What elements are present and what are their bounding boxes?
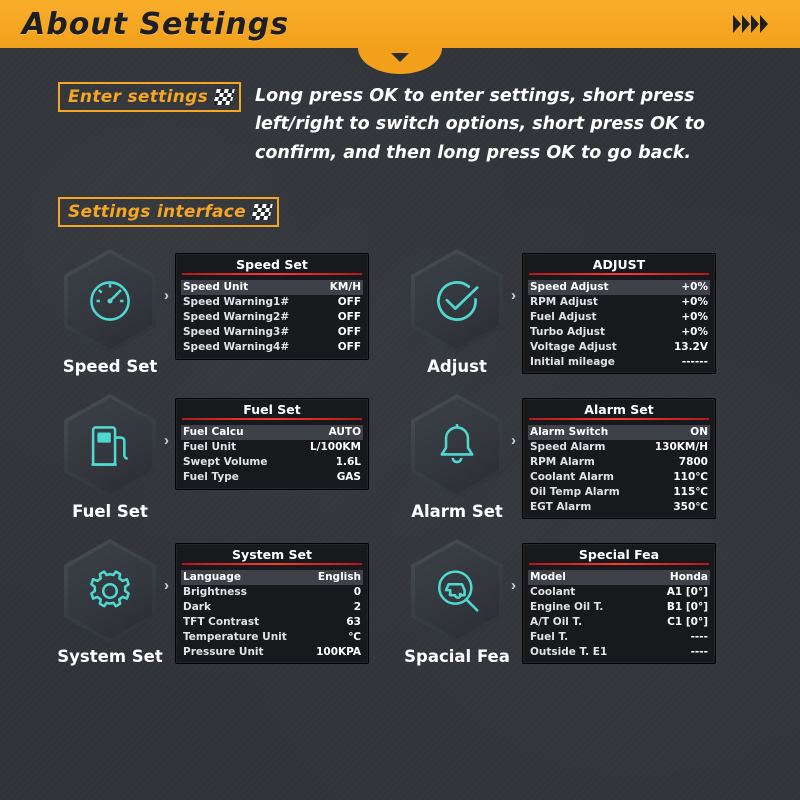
panel-row[interactable] — [528, 570, 710, 585]
row-value: 2 — [353, 600, 361, 613]
row-value: ---- — [690, 630, 708, 643]
panel-rows — [176, 276, 368, 355]
row-value: 7800 — [678, 455, 708, 468]
row-value: L/100KM — [309, 440, 361, 453]
enter-settings-section — [58, 82, 742, 167]
panel-row[interactable] — [183, 585, 361, 600]
fuel-pump-icon — [83, 419, 137, 473]
row-label: Speed Warning2# — [183, 310, 290, 323]
row-value: 63 — [346, 615, 361, 628]
settings-item-system-set[interactable] — [58, 539, 395, 666]
item-label: Adjust — [427, 357, 487, 377]
panel-title: System Set — [176, 544, 368, 566]
row-label: RPM Adjust — [530, 295, 598, 308]
item-label: Speed Set — [62, 357, 158, 377]
panel-row[interactable] — [183, 440, 361, 455]
row-value: +0% — [681, 310, 708, 323]
panel-row[interactable] — [181, 570, 363, 585]
lcd-panel-adjust — [522, 253, 716, 374]
row-label: Fuel T. — [530, 630, 569, 643]
hex-badge — [64, 539, 156, 643]
row-label: Speed Unit — [183, 281, 249, 294]
row-label: Speed Warning4# — [183, 340, 290, 353]
row-label: Oil Temp Alarm — [530, 485, 620, 498]
row-value: Honda — [669, 571, 708, 584]
panel-row[interactable] — [183, 310, 361, 325]
row-label: Speed Warning3# — [183, 325, 290, 338]
row-label: Initial mileage — [530, 355, 615, 368]
row-label: Turbo Adjust — [530, 325, 606, 338]
row-value: GAS — [336, 470, 361, 483]
row-label: Fuel Adjust — [530, 310, 597, 323]
row-label: Coolant — [530, 585, 576, 598]
settings-item-alarm-set[interactable] — [405, 394, 742, 521]
row-label: Engine Oil T. — [530, 600, 604, 613]
row-label: Pressure Unit — [183, 645, 264, 658]
enter-settings-tag — [58, 82, 241, 112]
enter-settings-tag-label: Enter settings — [68, 87, 208, 107]
checkered-flag-icon — [213, 89, 234, 105]
lcd-panel-fuel-set — [175, 398, 369, 490]
row-value: C1 [0°] — [667, 615, 708, 628]
row-value: B1 [0°] — [666, 600, 708, 613]
panel-row[interactable] — [530, 645, 708, 660]
settings-interface-section — [58, 197, 742, 227]
icon-column — [405, 539, 509, 666]
row-label: RPM Alarm — [530, 455, 595, 468]
panel-title: Special Fea — [523, 544, 715, 566]
panel-row[interactable] — [183, 600, 361, 615]
row-value: 13.2V — [673, 340, 708, 353]
settings-interface-tag — [58, 197, 279, 227]
panel-row[interactable] — [181, 425, 363, 440]
icon-column — [58, 394, 162, 521]
lcd-panel-speed-set — [175, 253, 369, 360]
chevron-right-icon — [733, 15, 741, 33]
row-label: Language — [183, 571, 241, 584]
row-value: English — [317, 571, 361, 584]
panel-row[interactable] — [530, 325, 708, 340]
row-value: +0% — [681, 295, 708, 308]
row-label: Swept Volume — [183, 455, 268, 468]
lcd-panel-system-set — [175, 543, 369, 664]
panel-row[interactable] — [530, 455, 708, 470]
icon-column — [58, 539, 162, 666]
row-value: 130KM/H — [654, 440, 708, 453]
row-label: Outside T. E1 — [530, 645, 608, 658]
check-circle-icon — [430, 274, 484, 328]
panel-row[interactable] — [530, 470, 708, 485]
row-value: OFF — [337, 325, 361, 338]
item-label: Spacial Fea — [404, 647, 510, 667]
lcd-panel-alarm-set — [522, 398, 716, 519]
row-value: 1.6L — [335, 455, 361, 468]
arrow-right-icon: › — [164, 577, 169, 595]
bell-icon — [430, 419, 484, 473]
chevron-right-icon — [751, 15, 759, 33]
row-value: 100KPA — [316, 645, 361, 658]
row-label: Alarm Switch — [530, 426, 609, 439]
panel-row[interactable] — [183, 470, 361, 485]
item-label: System Set — [57, 647, 163, 667]
arrow-right-icon: › — [511, 287, 516, 305]
page-title: About Settings — [22, 6, 290, 42]
header-chevron-group — [733, 15, 778, 33]
panel-row[interactable] — [528, 425, 710, 440]
settings-item-spacial-fea[interactable] — [405, 539, 742, 666]
panel-row[interactable] — [183, 630, 361, 645]
panel-row[interactable] — [530, 615, 708, 630]
row-label: Speed Alarm — [530, 440, 606, 453]
item-label: Fuel Set — [72, 502, 148, 522]
row-label: EGT Alarm — [530, 500, 592, 513]
row-value: ℃ — [348, 630, 361, 643]
row-value: ON — [690, 426, 708, 439]
panel-rows — [176, 421, 368, 485]
arrow-right-icon: › — [164, 287, 169, 305]
row-value: 115℃ — [673, 485, 708, 498]
panel-row[interactable] — [530, 630, 708, 645]
page-content — [0, 48, 800, 666]
hex-badge — [411, 249, 503, 353]
row-label: Temperature Unit — [183, 630, 287, 643]
panel-rows — [176, 566, 368, 659]
settings-item-speed-set[interactable] — [58, 249, 395, 376]
panel-row[interactable] — [183, 615, 361, 630]
panel-row[interactable] — [183, 295, 361, 310]
chevron-right-icon — [760, 15, 768, 33]
panel-rows — [523, 276, 715, 369]
panel-row[interactable] — [530, 440, 708, 455]
arrow-right-icon: › — [511, 577, 516, 595]
row-value: KM/H — [329, 281, 361, 294]
panel-row[interactable] — [530, 340, 708, 355]
lcd-panel-special-fea — [522, 543, 716, 664]
panel-title: Fuel Set — [176, 399, 368, 421]
settings-interface-tag-label: Settings interface — [68, 202, 247, 223]
row-value: +0% — [681, 281, 708, 294]
checkered-flag-icon — [251, 204, 272, 220]
hex-badge — [411, 539, 503, 643]
row-label: Voltage Adjust — [530, 340, 617, 353]
row-value: 350℃ — [673, 500, 708, 513]
row-value: ---- — [690, 645, 708, 658]
item-label: Alarm Set — [411, 502, 503, 522]
car-search-icon — [430, 564, 484, 618]
row-value: AUTO — [328, 426, 361, 439]
row-value: OFF — [337, 295, 361, 308]
row-label: Model — [530, 571, 566, 584]
panel-title: Speed Set — [176, 254, 368, 276]
settings-items-grid — [58, 249, 742, 666]
panel-row[interactable] — [530, 585, 708, 600]
speedometer-icon — [83, 274, 137, 328]
row-value: 110℃ — [673, 470, 708, 483]
panel-row[interactable] — [530, 355, 708, 370]
row-label: TFT Contrast — [183, 615, 260, 628]
panel-rows — [523, 421, 715, 514]
panel-title: ADJUST — [523, 254, 715, 276]
panel-row[interactable] — [183, 325, 361, 340]
icon-column — [58, 249, 162, 376]
panel-row[interactable] — [530, 485, 708, 500]
enter-settings-description: Long press OK to enter settings, short press left/right to switch options, short press OK to confirm, and then long press OK to go back. — [255, 86, 706, 163]
gear-icon — [83, 564, 137, 618]
row-label: Fuel Calcu — [183, 426, 244, 439]
row-label: Brightness — [183, 585, 247, 598]
row-label: Dark — [183, 600, 211, 613]
settings-item-adjust[interactable] — [405, 249, 742, 376]
row-label: Fuel Unit — [183, 440, 237, 453]
panel-row[interactable] — [183, 340, 361, 355]
panel-row[interactable] — [530, 500, 708, 515]
panel-row[interactable] — [183, 645, 361, 660]
row-label: Speed Adjust — [530, 281, 609, 294]
row-label: Coolant Alarm — [530, 470, 614, 483]
row-label: Fuel Type — [183, 470, 239, 483]
icon-column — [405, 394, 509, 521]
row-value: OFF — [337, 340, 361, 353]
panel-row[interactable] — [530, 310, 708, 325]
arrow-right-icon: › — [511, 432, 516, 450]
panel-rows — [523, 566, 715, 659]
chevron-right-icon — [742, 15, 750, 33]
row-value: ------ — [681, 355, 708, 368]
panel-row[interactable] — [530, 600, 708, 615]
row-value: A1 [0°] — [666, 585, 708, 598]
panel-row[interactable] — [530, 295, 708, 310]
panel-row[interactable] — [181, 280, 363, 295]
panel-row[interactable] — [528, 280, 710, 295]
arrow-right-icon: › — [164, 432, 169, 450]
row-value: 0 — [353, 585, 361, 598]
hex-badge — [411, 394, 503, 498]
row-value: OFF — [337, 310, 361, 323]
hex-badge — [64, 249, 156, 353]
settings-item-fuel-set[interactable] — [58, 394, 395, 521]
row-label: Speed Warning1# — [183, 295, 290, 308]
icon-column — [405, 249, 509, 376]
panel-title: Alarm Set — [523, 399, 715, 421]
hex-badge — [64, 394, 156, 498]
panel-row[interactable] — [183, 455, 361, 470]
row-label: A/T Oil T. — [530, 615, 583, 628]
row-value: +0% — [681, 325, 708, 338]
page-header — [0, 0, 800, 48]
